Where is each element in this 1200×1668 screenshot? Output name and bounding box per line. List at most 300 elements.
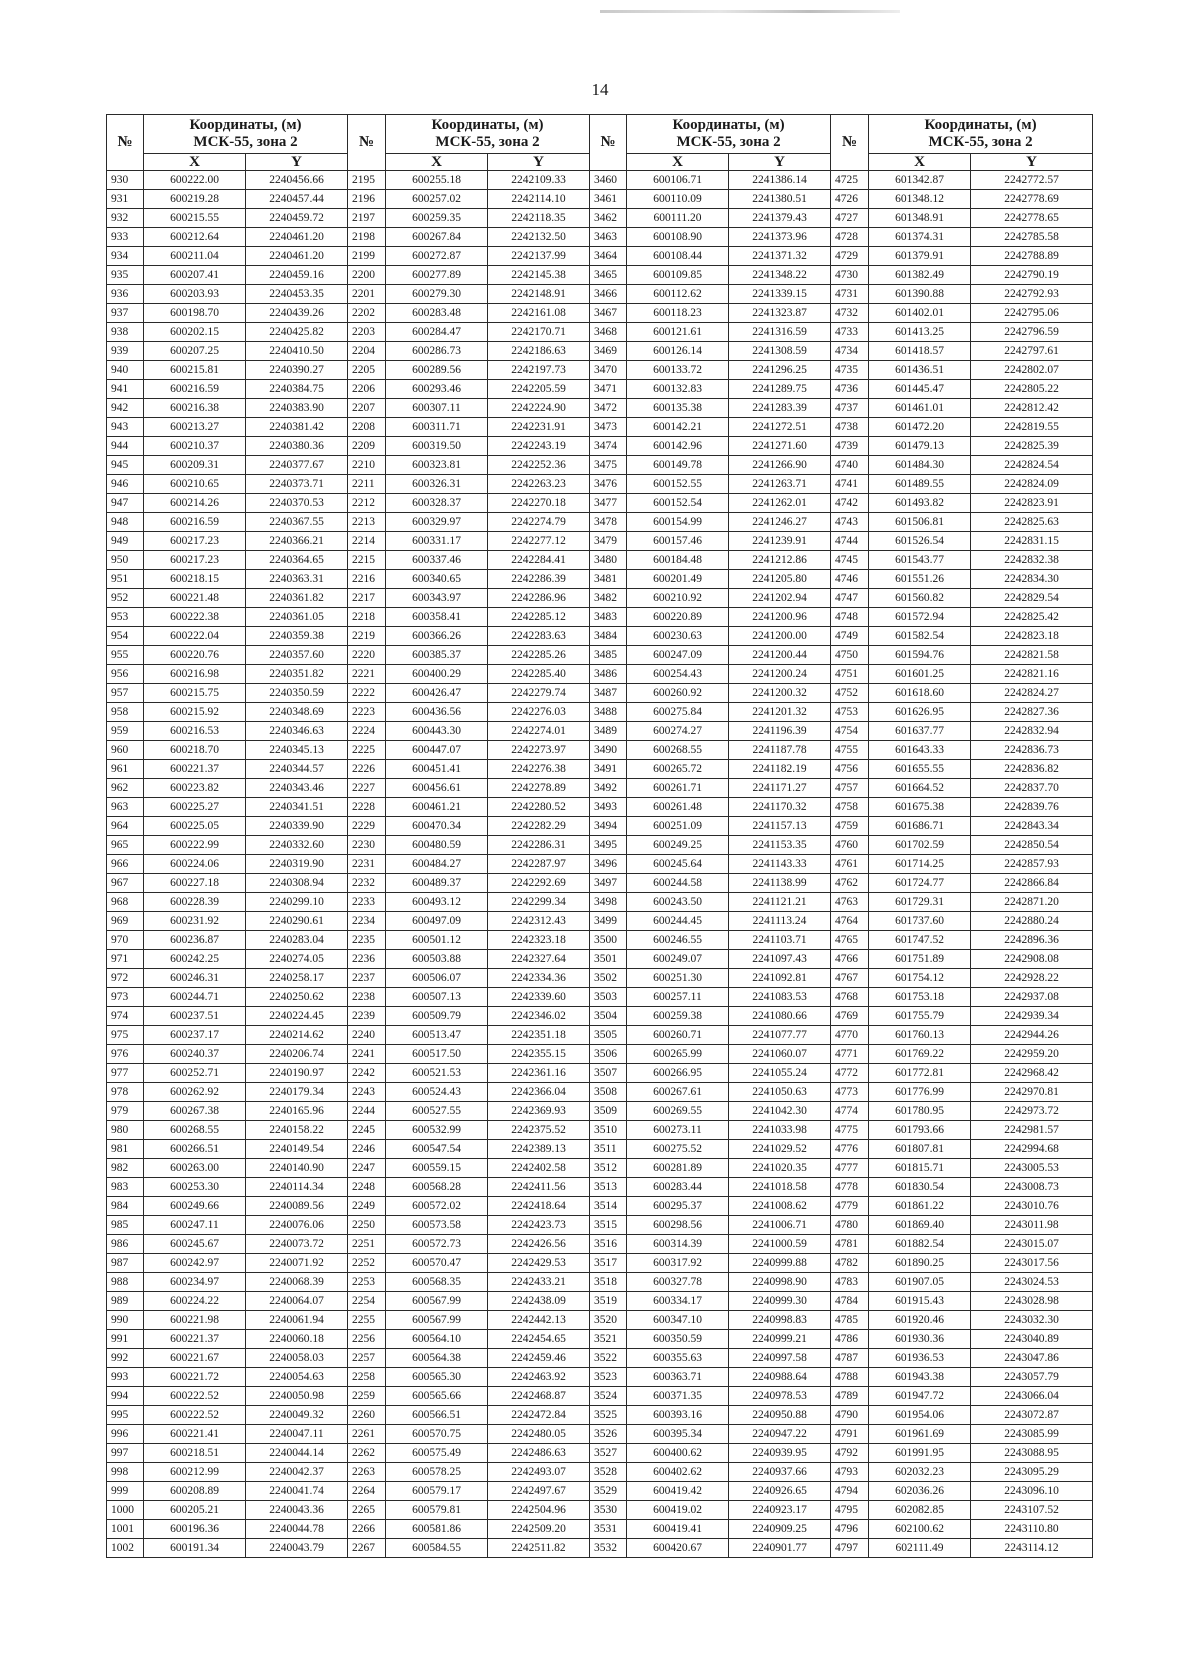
x-value: 600203.93: [144, 285, 246, 304]
y-value: 2240058.03: [246, 1349, 348, 1368]
x-value: 600237.51: [144, 1007, 246, 1026]
x-value: 600221.37: [144, 760, 246, 779]
y-value: 2240461.20: [246, 228, 348, 247]
x-value: 600371.35: [627, 1387, 729, 1406]
x-value: 600133.72: [627, 361, 729, 380]
y-value: 2242312.43: [488, 912, 590, 931]
x-value: 600149.78: [627, 456, 729, 475]
x-value: 600447.07: [386, 741, 488, 760]
x-value: 601754.12: [869, 969, 971, 988]
point-number: 2239: [348, 1007, 386, 1026]
page-number: 14: [591, 80, 609, 99]
y-value: 2242959.20: [971, 1045, 1093, 1064]
x-value: 600215.92: [144, 703, 246, 722]
y-value: 2242389.13: [488, 1140, 590, 1159]
y-value: 2242276.03: [488, 703, 590, 722]
point-number: 3529: [590, 1482, 627, 1501]
table-row: [107, 1349, 1093, 1368]
point-number: 3498: [590, 893, 627, 912]
x-value: 600584.55: [386, 1539, 488, 1558]
y-value: 2240068.39: [246, 1273, 348, 1292]
y-value: 2240380.36: [246, 437, 348, 456]
x-value: 601915.43: [869, 1292, 971, 1311]
point-number: 935: [107, 266, 144, 285]
y-value: 2241246.27: [729, 513, 831, 532]
x-value: 601920.46: [869, 1311, 971, 1330]
point-number: 2253: [348, 1273, 386, 1292]
x-value: 600311.71: [386, 418, 488, 437]
y-value: 2241200.44: [729, 646, 831, 665]
y-value: 2240047.11: [246, 1425, 348, 1444]
point-number: 3474: [590, 437, 627, 456]
y-value: 2242148.91: [488, 285, 590, 304]
x-value: 601461.01: [869, 399, 971, 418]
point-number: 941: [107, 380, 144, 399]
y-header: Y: [246, 154, 348, 171]
y-value: 2242231.91: [488, 418, 590, 437]
table-row: [107, 1292, 1093, 1311]
y-value: 2242285.12: [488, 608, 590, 627]
x-value: 600456.61: [386, 779, 488, 798]
x-value: 600507.13: [386, 988, 488, 1007]
x-value: 600579.17: [386, 1482, 488, 1501]
x-value: 600244.58: [627, 874, 729, 893]
x-value: 600222.38: [144, 608, 246, 627]
y-value: 2240998.90: [729, 1273, 831, 1292]
x-value: 600484.27: [386, 855, 488, 874]
x-value: 601342.87: [869, 171, 971, 190]
y-value: 2242837.70: [971, 779, 1093, 798]
point-number: 953: [107, 608, 144, 627]
point-number: 4725: [831, 171, 869, 190]
point-number: 997: [107, 1444, 144, 1463]
point-number: 4769: [831, 1007, 869, 1026]
point-number: 3483: [590, 608, 627, 627]
x-value: 600152.54: [627, 494, 729, 513]
point-number: 2207: [348, 399, 386, 418]
table-header: [107, 115, 1093, 171]
point-number: 2213: [348, 513, 386, 532]
point-number: 4732: [831, 304, 869, 323]
point-number: 2222: [348, 684, 386, 703]
x-value: 600366.26: [386, 627, 488, 646]
point-number: 2215: [348, 551, 386, 570]
table-row: [107, 1121, 1093, 1140]
x-value: 600566.51: [386, 1406, 488, 1425]
x-value: 600503.88: [386, 950, 488, 969]
point-number: 3482: [590, 589, 627, 608]
y-value: 2242286.96: [488, 589, 590, 608]
point-number: 2234: [348, 912, 386, 931]
x-value: 601348.12: [869, 190, 971, 209]
x-value: 600242.25: [144, 950, 246, 969]
point-number: 3502: [590, 969, 627, 988]
x-value: 600244.71: [144, 988, 246, 1007]
x-value: 601572.94: [869, 608, 971, 627]
point-number: 4745: [831, 551, 869, 570]
point-number: 2208: [348, 418, 386, 437]
x-value: 601991.95: [869, 1444, 971, 1463]
x-value: 600358.41: [386, 608, 488, 627]
y-value: 2242463.92: [488, 1368, 590, 1387]
x-value: 600317.92: [627, 1254, 729, 1273]
coordinates-table: [106, 114, 1093, 1558]
y-value: 2241212.86: [729, 551, 831, 570]
point-number: 3496: [590, 855, 627, 874]
y-value: 2242243.19: [488, 437, 590, 456]
y-value: 2242323.18: [488, 931, 590, 950]
y-value: 2242287.97: [488, 855, 590, 874]
point-number: 3523: [590, 1368, 627, 1387]
y-value: 2241239.91: [729, 532, 831, 551]
x-value: 600223.82: [144, 779, 246, 798]
point-number: 2231: [348, 855, 386, 874]
x-value: 601861.22: [869, 1197, 971, 1216]
point-number: 4762: [831, 874, 869, 893]
x-value: 600385.37: [386, 646, 488, 665]
point-number: 965: [107, 836, 144, 855]
x-value: 600347.10: [627, 1311, 729, 1330]
y-value: 2241171.27: [729, 779, 831, 798]
y-header: Y: [488, 154, 590, 171]
point-number: 4779: [831, 1197, 869, 1216]
x-value: 600216.98: [144, 665, 246, 684]
x-value: 600215.55: [144, 209, 246, 228]
point-number: 932: [107, 209, 144, 228]
y-value: 2240383.90: [246, 399, 348, 418]
table-row: [107, 912, 1093, 931]
y-value: 2242778.69: [971, 190, 1093, 209]
table-row: [107, 380, 1093, 399]
coords-system: МСК-55, зона 2: [928, 134, 1033, 150]
point-number: 996: [107, 1425, 144, 1444]
x-value: 600157.46: [627, 532, 729, 551]
point-number: 4783: [831, 1273, 869, 1292]
x-value: 601479.13: [869, 437, 971, 456]
y-value: 2242109.33: [488, 171, 590, 190]
y-value: 2243028.98: [971, 1292, 1093, 1311]
table-row: [107, 266, 1093, 285]
point-number: 2252: [348, 1254, 386, 1273]
point-number: 4750: [831, 646, 869, 665]
x-value: 600461.21: [386, 798, 488, 817]
y-value: 2242866.84: [971, 874, 1093, 893]
x-value: 600246.55: [627, 931, 729, 950]
table-row: [107, 1539, 1093, 1558]
y-value: 2241283.39: [729, 399, 831, 418]
table-row: [107, 1444, 1093, 1463]
x-value: 600217.23: [144, 551, 246, 570]
point-number: 4757: [831, 779, 869, 798]
point-number: 4789: [831, 1387, 869, 1406]
y-value: 2242805.22: [971, 380, 1093, 399]
x-value: 600221.48: [144, 589, 246, 608]
x-value: 600402.62: [627, 1463, 729, 1482]
x-value: 600210.65: [144, 475, 246, 494]
x-value: 601594.76: [869, 646, 971, 665]
point-number: 4743: [831, 513, 869, 532]
number-header: №: [831, 115, 869, 171]
y-value: 2242366.04: [488, 1083, 590, 1102]
x-value: 602032.23: [869, 1463, 971, 1482]
table-row: [107, 494, 1093, 513]
point-number: 4768: [831, 988, 869, 1007]
point-number: 3492: [590, 779, 627, 798]
x-value: 600210.92: [627, 589, 729, 608]
x-value: 600326.31: [386, 475, 488, 494]
x-value: 600259.38: [627, 1007, 729, 1026]
point-number: 4748: [831, 608, 869, 627]
x-value: 601737.60: [869, 912, 971, 931]
y-value: 2242472.84: [488, 1406, 590, 1425]
point-number: 985: [107, 1216, 144, 1235]
x-value: 600243.50: [627, 893, 729, 912]
y-value: 2241316.59: [729, 323, 831, 342]
table-row: [107, 1330, 1093, 1349]
point-number: 954: [107, 627, 144, 646]
x-value: 600420.67: [627, 1539, 729, 1558]
x-value: 600283.44: [627, 1178, 729, 1197]
x-value: 600451.41: [386, 760, 488, 779]
point-number: 4730: [831, 266, 869, 285]
point-number: 945: [107, 456, 144, 475]
y-value: 2241200.24: [729, 665, 831, 684]
x-value: 600568.35: [386, 1273, 488, 1292]
y-value: 2242284.41: [488, 551, 590, 570]
x-value: 600219.28: [144, 190, 246, 209]
point-number: 2266: [348, 1520, 386, 1539]
y-value: 2243072.87: [971, 1406, 1093, 1425]
x-value: 600222.52: [144, 1387, 246, 1406]
point-number: 3506: [590, 1045, 627, 1064]
table-row: [107, 1482, 1093, 1501]
x-value: 600198.70: [144, 304, 246, 323]
x-value: 600350.59: [627, 1330, 729, 1349]
point-number: 974: [107, 1007, 144, 1026]
y-value: 2240937.66: [729, 1463, 831, 1482]
x-value: 600564.10: [386, 1330, 488, 1349]
x-value: 600154.99: [627, 513, 729, 532]
y-value: 2241202.94: [729, 589, 831, 608]
x-value: 600207.25: [144, 342, 246, 361]
y-value: 2240999.30: [729, 1292, 831, 1311]
x-value: 600565.66: [386, 1387, 488, 1406]
point-number: 3522: [590, 1349, 627, 1368]
y-value: 2242908.08: [971, 950, 1093, 969]
y-value: 2241373.96: [729, 228, 831, 247]
point-number: 3472: [590, 399, 627, 418]
x-value: 601390.88: [869, 285, 971, 304]
point-number: 3479: [590, 532, 627, 551]
y-value: 2242283.63: [488, 627, 590, 646]
point-number: 3477: [590, 494, 627, 513]
point-number: 3510: [590, 1121, 627, 1140]
y-value: 2242252.36: [488, 456, 590, 475]
x-value: 600400.62: [627, 1444, 729, 1463]
x-value: 601402.01: [869, 304, 971, 323]
y-value: 2243114.12: [971, 1539, 1093, 1558]
y-value: 2240214.62: [246, 1026, 348, 1045]
point-number: 969: [107, 912, 144, 931]
x-value: 600327.78: [627, 1273, 729, 1292]
point-number: 961: [107, 760, 144, 779]
x-value: 600208.89: [144, 1482, 246, 1501]
y-value: 2242802.07: [971, 361, 1093, 380]
y-value: 2242279.74: [488, 684, 590, 703]
point-number: 3488: [590, 703, 627, 722]
y-value: 2240064.07: [246, 1292, 348, 1311]
y-value: 2240459.72: [246, 209, 348, 228]
y-value: 2242970.81: [971, 1083, 1093, 1102]
point-number: 3487: [590, 684, 627, 703]
y-value: 2241371.32: [729, 247, 831, 266]
y-value: 2240367.55: [246, 513, 348, 532]
x-value: 600323.81: [386, 456, 488, 475]
x-value: 601484.30: [869, 456, 971, 475]
x-value: 600343.97: [386, 589, 488, 608]
x-value: 600573.58: [386, 1216, 488, 1235]
point-number: 3514: [590, 1197, 627, 1216]
y-value: 2241138.99: [729, 874, 831, 893]
point-number: 2242: [348, 1064, 386, 1083]
y-value: 2242831.15: [971, 532, 1093, 551]
table-row: [107, 1311, 1093, 1330]
point-number: 4773: [831, 1083, 869, 1102]
x-value: 600215.75: [144, 684, 246, 703]
point-number: 4738: [831, 418, 869, 437]
x-value: 600252.71: [144, 1064, 246, 1083]
y-value: 2241006.71: [729, 1216, 831, 1235]
x-value: 601526.54: [869, 532, 971, 551]
x-value: 600211.04: [144, 247, 246, 266]
y-value: 2242411.56: [488, 1178, 590, 1197]
y-value: 2241033.98: [729, 1121, 831, 1140]
y-value: 2240114.34: [246, 1178, 348, 1197]
y-value: 2242274.01: [488, 722, 590, 741]
y-value: 2242829.54: [971, 589, 1093, 608]
y-value: 2240190.97: [246, 1064, 348, 1083]
x-value: 600265.99: [627, 1045, 729, 1064]
table-row: [107, 456, 1093, 475]
point-number: 978: [107, 1083, 144, 1102]
point-number: 2245: [348, 1121, 386, 1140]
x-value: 600517.50: [386, 1045, 488, 1064]
x-value: 600212.99: [144, 1463, 246, 1482]
y-value: 2242286.39: [488, 570, 590, 589]
y-value: 2243005.53: [971, 1159, 1093, 1178]
point-number: 948: [107, 513, 144, 532]
table-row: [107, 589, 1093, 608]
point-number: 983: [107, 1178, 144, 1197]
point-number: 2229: [348, 817, 386, 836]
point-number: 968: [107, 893, 144, 912]
y-value: 2243088.95: [971, 1444, 1093, 1463]
y-value: 2242821.58: [971, 646, 1093, 665]
x-value: 601724.77: [869, 874, 971, 893]
y-value: 2243024.53: [971, 1273, 1093, 1292]
y-value: 2240923.17: [729, 1501, 831, 1520]
x-value: 600205.21: [144, 1501, 246, 1520]
x-value: 600267.84: [386, 228, 488, 247]
x-value: 600564.38: [386, 1349, 488, 1368]
point-number: 4797: [831, 1539, 869, 1558]
table-row: [107, 1007, 1093, 1026]
y-value: 2242788.89: [971, 247, 1093, 266]
y-value: 2240158.22: [246, 1121, 348, 1140]
y-value: 2241266.90: [729, 456, 831, 475]
point-number: 2216: [348, 570, 386, 589]
point-number: 955: [107, 646, 144, 665]
x-value: 600213.27: [144, 418, 246, 437]
point-number: 3513: [590, 1178, 627, 1197]
y-value: 2240439.26: [246, 304, 348, 323]
point-number: 4763: [831, 893, 869, 912]
point-number: 3470: [590, 361, 627, 380]
x-value: 600218.70: [144, 741, 246, 760]
x-value: 601686.71: [869, 817, 971, 836]
x-value: 600249.66: [144, 1197, 246, 1216]
y-value: 2241200.96: [729, 608, 831, 627]
point-number: 3468: [590, 323, 627, 342]
point-number: 2220: [348, 646, 386, 665]
point-number: 2267: [348, 1539, 386, 1558]
y-value: 2240459.16: [246, 266, 348, 285]
y-value: 2240997.58: [729, 1349, 831, 1368]
y-value: 2242504.96: [488, 1501, 590, 1520]
point-number: 4793: [831, 1463, 869, 1482]
point-number: 981: [107, 1140, 144, 1159]
point-number: 4772: [831, 1064, 869, 1083]
x-value: 600426.47: [386, 684, 488, 703]
x-value: 601907.05: [869, 1273, 971, 1292]
x-value: 602111.49: [869, 1539, 971, 1558]
x-value: 600527.55: [386, 1102, 488, 1121]
point-number: 3469: [590, 342, 627, 361]
table-row: [107, 1026, 1093, 1045]
x-value: 600240.37: [144, 1045, 246, 1064]
y-value: 2241182.19: [729, 760, 831, 779]
x-value: 600272.87: [386, 247, 488, 266]
y-value: 2242836.73: [971, 741, 1093, 760]
table-body: [107, 171, 1093, 1558]
y-value: 2243017.56: [971, 1254, 1093, 1273]
point-number: 2199: [348, 247, 386, 266]
point-number: 3493: [590, 798, 627, 817]
point-number: 4791: [831, 1425, 869, 1444]
y-value: 2240165.96: [246, 1102, 348, 1121]
point-number: 3505: [590, 1026, 627, 1045]
point-number: 2209: [348, 437, 386, 456]
table-row: [107, 304, 1093, 323]
point-number: 2235: [348, 931, 386, 950]
y-value: 2243011.98: [971, 1216, 1093, 1235]
point-number: 988: [107, 1273, 144, 1292]
point-number: 993: [107, 1368, 144, 1387]
point-number: 4774: [831, 1102, 869, 1121]
x-value: 601489.55: [869, 475, 971, 494]
point-number: 4733: [831, 323, 869, 342]
y-value: 2242375.52: [488, 1121, 590, 1140]
y-value: 2240071.92: [246, 1254, 348, 1273]
y-value: 2240044.14: [246, 1444, 348, 1463]
x-value: 600262.92: [144, 1083, 246, 1102]
x-value: 600253.30: [144, 1178, 246, 1197]
table-row: [107, 1140, 1093, 1159]
point-number: 2201: [348, 285, 386, 304]
y-value: 2240061.94: [246, 1311, 348, 1330]
y-value: 2242369.93: [488, 1102, 590, 1121]
x-value: 600132.83: [627, 380, 729, 399]
